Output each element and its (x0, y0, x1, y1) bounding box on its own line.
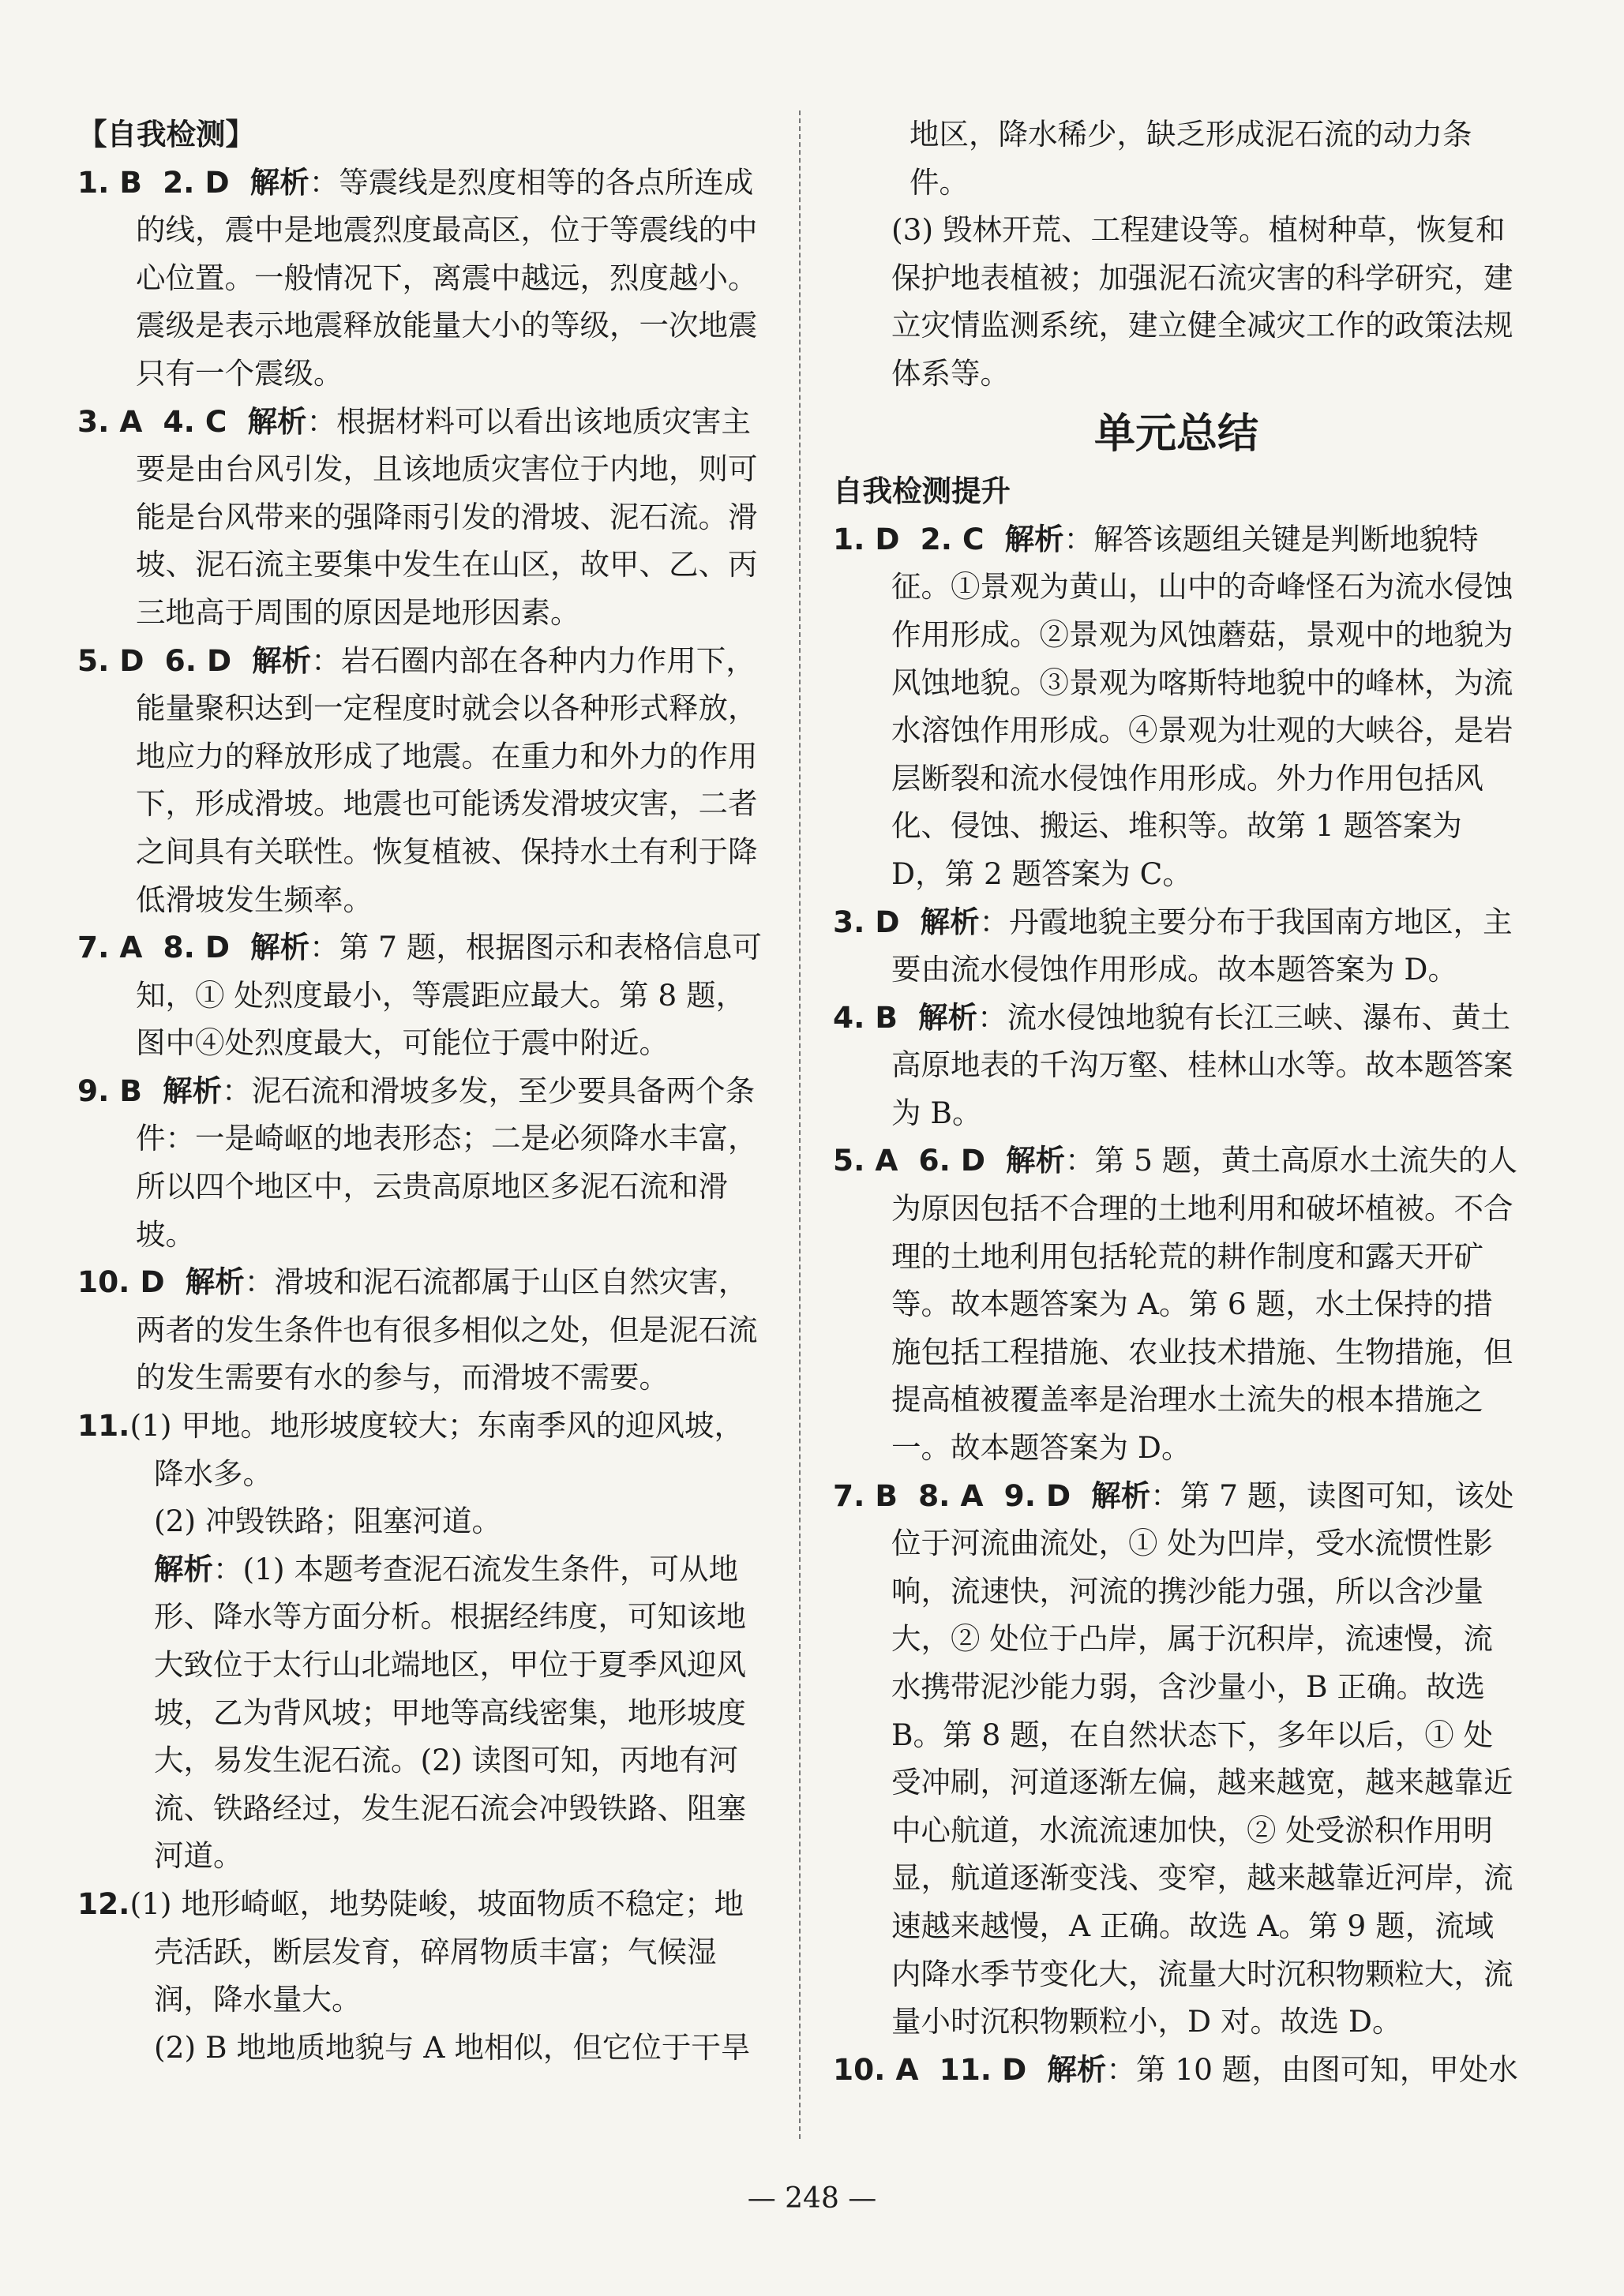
answer-item (833, 898, 1520, 994)
answer-list (77, 159, 772, 1402)
answer-item (77, 1067, 772, 1258)
column-divider (799, 110, 801, 2139)
answer-numbers: 4. B (833, 999, 919, 1035)
left-column (77, 110, 772, 2071)
continued-text: 地区，降水稀少，缺乏形成泥石流的动力条件。 (910, 117, 1472, 200)
answer-item (833, 1472, 1520, 2046)
answer-item (833, 1137, 1520, 1471)
analysis-label: 解析 (1047, 2051, 1107, 2087)
answer-item (77, 159, 772, 398)
analysis-text: ：第 10 题，由图可知，甲处水 (1106, 2051, 1518, 2087)
answer-item (77, 923, 772, 1067)
analysis-label: 解析 (1004, 521, 1064, 556)
answer-text: (2) 冲毁铁路；阻塞河道。 (154, 1504, 502, 1539)
answer-item-12 (77, 1880, 772, 2071)
answer-numbers: 7. B 8. A 9. D (833, 1478, 1092, 1513)
analysis-text: ：岩石圈内部在各种内力作用下，能量聚积达到一定程度时就会以各种形式释放，地应力的释放形成了地震。在重力和外力的作用下，形成滑坡。地震也可能诱发滑坡灾害，二者之间具有关联性。恢复植被、保持水土有利于降低滑坡发生频率。 (136, 642, 758, 917)
answer-numbers: 5. D 6. D (77, 642, 253, 678)
analysis-text: ：第 7 题，根据图示和表格信息可知，① 处烈度最小，等震距应最大。第 8 题，图中④处烈度最大，可能位于震中附近。 (136, 930, 762, 1061)
answer-number: 12. (77, 1886, 130, 1921)
answer-numbers: 1. B 2. D (77, 164, 250, 200)
analysis-label: 解析 (1091, 1478, 1151, 1513)
analysis-label: 解析 (920, 904, 980, 939)
right-column (833, 110, 1520, 2093)
answer-text: (3) 毁林开荒、工程建设等。植树种草，恢复和保护地表植被；加强泥石流灾害的科学研究，建立灾情监测系统，建立健全减灾工作的政策法规体系等。 (891, 212, 1513, 391)
analysis-text: ：第 5 题，黄土高原水土流失的人为原因包括不合理的土地利用和破坏植被。不合理的土地利用包括轮荒的耕作制度和露天开矿等。故本题答案为 A。第 6 题，水土保持的措施包括工程措施、农业技术措施、生物措施，但提高植被覆盖率是治理水土流失的根本措施之一。故本题答案为 D。 (891, 1143, 1517, 1466)
answer-item (77, 637, 772, 924)
answer-numbers: 9. B (77, 1073, 163, 1108)
analysis-label: 解析 (154, 1551, 213, 1586)
answer-item (833, 2046, 1520, 2094)
answer-item (77, 1258, 772, 1402)
analysis-label: 解析 (250, 930, 310, 965)
answer-item (833, 515, 1520, 898)
answer-list (833, 515, 1520, 2094)
answer-item (77, 398, 772, 637)
answer-numbers: 3. D (833, 904, 921, 939)
answer-item-11 (77, 1402, 772, 1880)
answer-numbers: 10. D (77, 1264, 186, 1300)
answer-item (833, 994, 1520, 1137)
section-title: 【自我检测】 (77, 117, 255, 152)
analysis-label: 解析 (163, 1073, 223, 1108)
answer-numbers: 7. A 8. D (77, 930, 251, 965)
answer-numbers: 3. A 4. C (77, 403, 248, 439)
analysis-label: 解析 (249, 164, 309, 200)
analysis-text: ：等震线是烈度相等的各点所连成的线，震中是地震烈度最高区，位于等震线的中心位置。一般情况下，离震中越远，烈度越小。震级是表示地震释放能量大小的等级，一次地震只有一个震级。 (136, 164, 758, 391)
analysis-text: ：(1) 本题考查泥石流发生条件，可从地形、降水等方面分析。根据经纬度，可知该地大致位于太行山北端地区，甲位于夏季风迎风坡，乙为背风坡；甲地等高线密集，地形坡度大，易发生泥石流。(2) 读图可知，丙地有河流、铁路经过，发生泥石流会冲毁铁路、阻塞河道。 (154, 1551, 746, 1874)
analysis-label: 解析 (247, 403, 307, 439)
analysis-label: 解析 (252, 642, 312, 678)
analysis-text: ：根据材料可以看出该地质灾害主要是由台风引发，且该地质灾害位于内地，则可能是台风带来的强降雨引发的滑坡、泥石流。滑坡、泥石流主要集中发生在山区，故甲、乙、丙三地高于周围的原因是地形因素。 (136, 403, 758, 630)
answer-number: 11. (77, 1408, 130, 1444)
analysis-text: ：丹霞地貌主要分布于我国南方地区，主要由流水侵蚀作用形成。故本题答案为 D。 (891, 904, 1513, 987)
sub-title: 自我检测提升 (833, 474, 1011, 509)
unit-title: 单元总结 (1093, 410, 1258, 458)
analysis-text: ：流水侵蚀地貌有长江三峡、瀑布、黄土高原地表的千沟万壑、桂林山水等。故本题答案为 B。 (891, 999, 1513, 1130)
answer-text: (1) 甲地。地形坡度较大；东南季风的迎风坡，降水多。 (129, 1408, 744, 1491)
analysis-text: ：泥石流和滑坡多发，至少要具备两个条件：一是崎岖的地表形态；二是必须降水丰富，所以四个地区中，云贵高原地区多泥石流和滑坡。 (136, 1073, 758, 1252)
answer-text: (1) 地形崎岖，地势陡峻，坡面物质不稳定；地壳活跃，断层发育，碎屑物质丰富；气候湿润，降水量大。 (129, 1886, 744, 2017)
analysis-label: 解析 (1006, 1143, 1066, 1178)
page-number: — 248 — (747, 2182, 877, 2215)
analysis-label: 解析 (185, 1264, 245, 1300)
answer-text: (2) B 地地质地貌与 A 地相似，但它位于干旱 (154, 2029, 751, 2065)
analysis-label: 解析 (918, 999, 978, 1035)
answer-numbers: 5. A 6. D (833, 1143, 1007, 1178)
answer-numbers: 10. A 11. D (833, 2051, 1048, 2087)
answer-numbers: 1. D 2. C (833, 521, 1005, 556)
analysis-text: ：第 7 题，读图可知，该处位于河流曲流处，① 处为凹岸，受水流惯性影响，流速快，河流的携沙能力强，所以含沙量大，② 处位于凸岸，属于沉积岸，流速慢，流水携带泥沙能力弱，含沙量小，B 正确。故选 B。第 8 题，在自然状态下，多年以后，① 处受冲刷，河道逐渐左偏，越来越宽，越来越靠近中心航道，水流流速加快，② 处受淤积作用明显，航道逐渐变浅、变窄，越来越靠近河岸，流速越来越慢，A 正确。故选 A。第 9 题，流域内降水季节变化大，流量大时沉积物颗粒大，流量小时沉积物颗粒小，D 对。故选 D。 (891, 1478, 1514, 2039)
analysis-text: ：滑坡和泥石流都属于山区自然灾害，两者的发生条件也有很多相似之处，但是泥石流的发生需要有水的参与，而滑坡不需要。 (136, 1264, 758, 1395)
analysis-text: ：解答该题组关键是判断地貌特征。①景观为黄山，山中的奇峰怪石为流水侵蚀作用形成。②景观为风蚀蘑菇，景观中的地貌为风蚀地貌。③景观为喀斯特地貌中的峰林，为流水溶蚀作用形成。④景观为壮观的大峡谷，是岩层断裂和流水侵蚀作用形成。外力作用包括风化、侵蚀、搬运、堆积等。故第 1 题答案为 D，第 2 题答案为 C。 (891, 521, 1513, 891)
